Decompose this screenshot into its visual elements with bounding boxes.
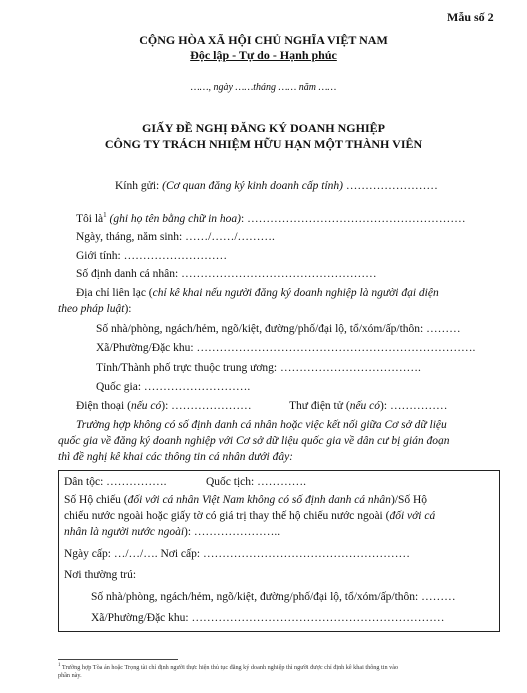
note-line3: thì đề nghị kê khai các thông tin cá nhân dưới đây: xyxy=(58,451,294,463)
footnote-text: Trường hợp Tòa án hoặc Trọng tài chỉ định người thực hiện thủ tục đăng ký doanh nghiệp thì người được chỉ định kê khai thông tin vào xyxy=(60,664,399,672)
passport-line3 xyxy=(64,526,280,538)
country-field: Quốc gia: ………………………. xyxy=(96,381,251,393)
date-line: ……, ngày ……tháng …… năm …… xyxy=(190,82,337,93)
footnote-marker: 1 xyxy=(58,663,61,668)
issue-field: Ngày cấp: …/…/…. Nơi cấp: ……………………………………………… xyxy=(64,548,410,560)
note-line1: Trường hợp không có số định danh cá nhân hoặc việc kết nối giữa Cơ sở dữ liệu xyxy=(76,419,447,431)
contact-address-label-cont xyxy=(58,303,131,315)
passport-hint-vn: đối với cá nhân Việt Nam không có số định danh cá nhân xyxy=(127,494,391,506)
street-field: Số nhà/phòng, ngách/hẻm, ngõ/kiệt, đường/phố/đại lộ, tổ/xóm/ấp/thôn: ……… xyxy=(96,323,461,335)
addressee-hint: (Cơ quan đăng ký kinh doanh cấp tỉnh) xyxy=(162,180,343,192)
passport-label-cont: )/Số Hộ xyxy=(390,494,428,506)
name-dots: : ………………………………………………… xyxy=(241,212,466,225)
name-field xyxy=(76,211,466,225)
nationality-field: Quốc tịch: …………. xyxy=(206,476,306,488)
footnote-line2: phần này. xyxy=(58,672,82,679)
footnote-separator xyxy=(58,659,178,660)
contact-hint: chỉ kê khai nếu người đăng ký doanh nghiệp là người đại diện xyxy=(152,287,439,299)
form-title-line1: GIẤY ĐỀ NGHỊ ĐĂNG KÝ DOANH NGHIỆP xyxy=(142,121,385,135)
footnote-line1 xyxy=(58,663,398,671)
phone-hint: nếu có xyxy=(130,400,162,412)
contact-close: ): xyxy=(124,303,132,315)
passport-dots: ): ………………….. xyxy=(184,526,281,538)
name-label: Tôi là xyxy=(76,212,104,225)
footnote-ref: 1 xyxy=(103,211,107,219)
residence-label: Nơi thường trú: xyxy=(64,569,137,581)
gender-field: Giới tính: ……………………… xyxy=(76,250,228,262)
motto-text: Độc lập - Tự do - Hạnh phúc xyxy=(190,48,337,62)
residence-ward-field: Xã/Phường/Đặc khu: ………………………………………………………… xyxy=(91,612,445,624)
id-number-field: Số định danh cá nhân: …………………………………………… xyxy=(76,268,377,280)
addressee-dots: …………………… xyxy=(342,180,438,192)
passport-line2 xyxy=(64,510,435,522)
phone-dots: ): ………………… xyxy=(161,400,252,412)
phone-field xyxy=(76,400,252,412)
dob-field: Ngày, tháng, năm sinh: ……/……/………. xyxy=(76,231,275,243)
addressee-label: Kính gửi: xyxy=(115,180,163,192)
contact-hint-cont: theo pháp luật xyxy=(58,303,125,315)
motto xyxy=(0,48,527,63)
email-hint: nếu có xyxy=(349,400,381,412)
contact-address-label xyxy=(76,287,439,299)
passport-line1 xyxy=(64,494,427,506)
residence-street-field: Số nhà/phòng, ngách/hẻm, ngõ/kiệt, đường/phố/đại lộ, tổ/xóm/ấp/thôn: ……… xyxy=(91,591,456,603)
contact-label: Địa chỉ liên lạc ( xyxy=(76,287,153,299)
passport-label: Số Hộ chiếu ( xyxy=(64,494,128,506)
phone-label: Điện thoại ( xyxy=(76,400,131,412)
passport-foreign-label: chiếu nước ngoài hoặc giấy tờ có giá trị thay thế hộ chiếu nước ngoài ( xyxy=(64,510,390,522)
email-dots: ): …………… xyxy=(380,400,448,412)
passport-hint-foreign-cont: nhân là người nước ngoài xyxy=(64,526,185,538)
email-label: Thư điện tử ( xyxy=(289,400,350,412)
form-number: Mẫu số 2 xyxy=(447,10,494,24)
addressee-line xyxy=(115,180,438,192)
name-hint: (ghi họ tên bằng chữ in hoa) xyxy=(106,212,242,225)
email-field xyxy=(289,400,447,412)
passport-hint-foreign: đối với cá xyxy=(389,510,436,522)
ward-field: Xã/Phường/Đặc khu: ………………………………………………………………. xyxy=(96,342,476,354)
note-line2: quốc gia về đăng ký doanh nghiệp với Cơ sở dữ liệu quốc gia về dân cư bị gián đoạn xyxy=(58,435,450,447)
province-field: Tỉnh/Thành phố trực thuộc trung ương: ………………………………. xyxy=(96,362,421,374)
nation-heading: CỘNG HÒA XÃ HỘI CHỦ NGHĨA VIỆT NAM xyxy=(139,33,388,47)
ethnicity-field: Dân tộc: ……………. xyxy=(64,476,167,488)
form-title-line2: CÔNG TY TRÁCH NHIỆM HỮU HẠN MỘT THÀNH VIÊN xyxy=(104,137,423,151)
